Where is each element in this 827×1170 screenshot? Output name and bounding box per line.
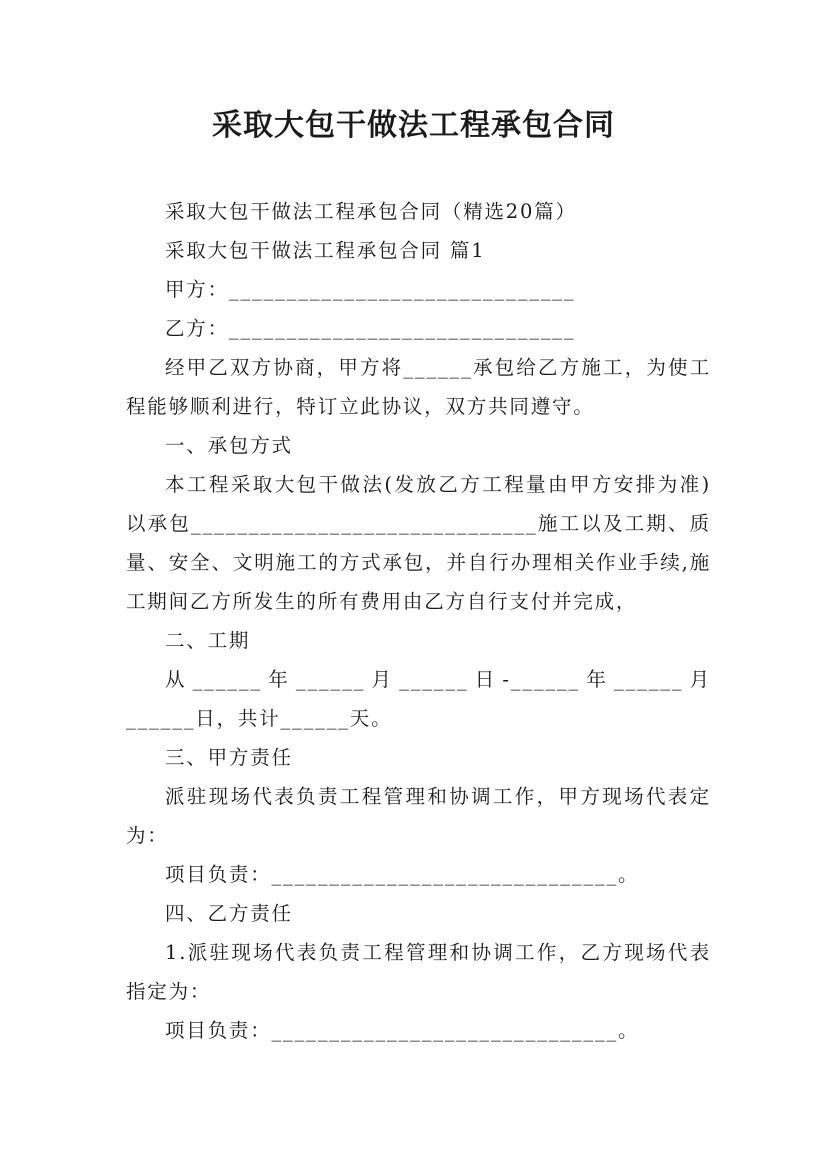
paragraph: 项目负责：______________________________。 — [165, 863, 640, 886]
clause-heading: 四、乙方责任 — [165, 902, 293, 925]
paragraph: 派驻现场代表负责工程管理和协调工作，甲方现场代表定为： — [126, 785, 711, 847]
clause-heading: 一、承包方式 — [165, 434, 293, 457]
paragraph: 从______年______月______日-______年______月______日，共计______天。 — [126, 668, 711, 730]
paragraph: 1.派驻现场代表负责工程管理和协调工作，乙方现场代表指定为： — [126, 941, 711, 1003]
clause-heading: 三、甲方责任 — [165, 746, 293, 769]
subtitle-line: 采取大包干做法工程承包合同（精选20篇） — [165, 200, 577, 223]
paragraph: 本工程采取大包干做法(发放乙方工程量由甲方安排为准)以承包______________________________施工以及工期、质量、安全、文明施工的方式承包，并自行办理相关作业手续,施工期间乙方所发生的所有费用由乙方自行支付并完成， — [126, 473, 711, 613]
paragraph: 项目负责：______________________________。 — [165, 1019, 640, 1042]
clause-heading: 二、工期 — [165, 629, 251, 652]
party-a-line: 甲方：______________________________ — [165, 278, 576, 301]
paragraph: 经甲乙双方协商，甲方将______承包给乙方施工，为使工程能够顺利进行，特订立此协议，双方共同遵守。 — [126, 356, 711, 418]
document-body — [126, 192, 711, 1050]
section-heading: 采取大包干做法工程承包合同 篇1 — [165, 239, 486, 262]
document-title: 采取大包干做法工程承包合同 — [212, 108, 615, 143]
party-b-line: 乙方：______________________________ — [165, 317, 576, 340]
